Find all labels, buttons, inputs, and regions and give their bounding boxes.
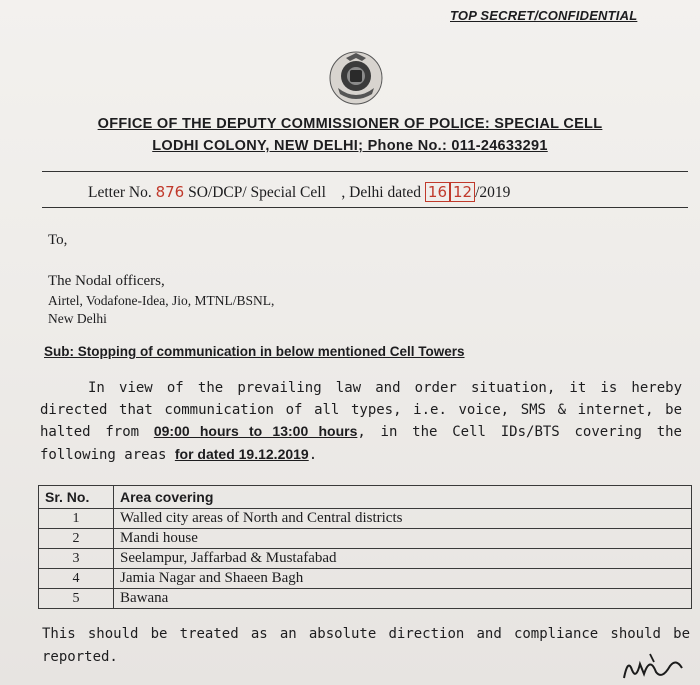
office-address: LODHI COLONY, NEW DELHI; Phone No.: 011-24633291 — [152, 138, 548, 154]
area-cell: Seelampur, Jaffarbad & Mustafabad — [114, 549, 692, 569]
area-cell: Mandi house — [114, 529, 692, 549]
area-cell: Walled city areas of North and Central districts — [114, 509, 692, 529]
table-row — [39, 509, 692, 529]
sr-no-cell: 2 — [39, 529, 114, 549]
dated-label: , Delhi dated — [341, 184, 422, 201]
addressee-city: New Delhi — [48, 311, 107, 326]
date-month: 12 — [450, 182, 475, 202]
letter-number: 876 — [155, 183, 185, 201]
classification-marking: TOP SECRET/CONFIDENTIAL — [450, 8, 638, 23]
addressee-title: The Nodal officers, — [48, 273, 165, 289]
column-header-area: Area covering — [114, 486, 692, 509]
table-row — [39, 569, 692, 589]
letter-reference: SO/DCP/ Special Cell — [188, 184, 326, 201]
sr-no-cell: 4 — [39, 569, 114, 589]
body-text-1: In view of the prevailing law and order situation, it is hereby directed that communication of all types, i.e. voice, SMS & internet, be halted from — [40, 380, 682, 440]
closing-paragraph: This should be treated as an absolute direction and compliance should be reported. — [42, 626, 690, 665]
police-emblem-icon — [328, 50, 384, 106]
salutation: To, — [48, 232, 68, 248]
header-rule-bottom — [42, 207, 688, 208]
letter-reference-line — [88, 183, 510, 202]
areas-table — [38, 485, 692, 609]
table-header-row — [39, 486, 692, 509]
subject-line: Sub: Stopping of communication in below mentioned Cell Towers — [44, 344, 465, 359]
handwritten-signature — [610, 650, 700, 685]
body-hours: 09:00 hours to 13:00 hours — [153, 423, 358, 439]
date-day: 16 — [425, 182, 450, 202]
letter-prefix: Letter No. — [88, 184, 152, 201]
body-paragraph — [40, 378, 682, 466]
office-title: OFFICE OF THE DEPUTY COMMISSIONER OF POLICE: SPECIAL CELL — [97, 116, 603, 132]
addressee-operators: Airtel, Vodafone-Idea, Jio, MTNL/BSNL, — [48, 293, 275, 308]
table-row — [39, 549, 692, 569]
sr-no-cell: 3 — [39, 549, 114, 569]
area-cell: Bawana — [114, 589, 692, 609]
date-year: /2019 — [475, 184, 511, 201]
header-rule-top — [42, 171, 688, 172]
column-header-sr-no: Sr. No. — [39, 486, 114, 509]
body-text-3: . — [308, 446, 318, 463]
table-row — [39, 529, 692, 549]
area-cell: Jamia Nagar and Shaeen Bagh — [114, 569, 692, 589]
body-date: for dated 19.12.2019 — [174, 445, 309, 462]
table-row — [39, 589, 692, 609]
sr-no-cell: 5 — [39, 589, 114, 609]
sr-no-cell: 1 — [39, 509, 114, 529]
body-text-2: , in the Cell IDs/BTS covering the following areas — [40, 424, 682, 463]
